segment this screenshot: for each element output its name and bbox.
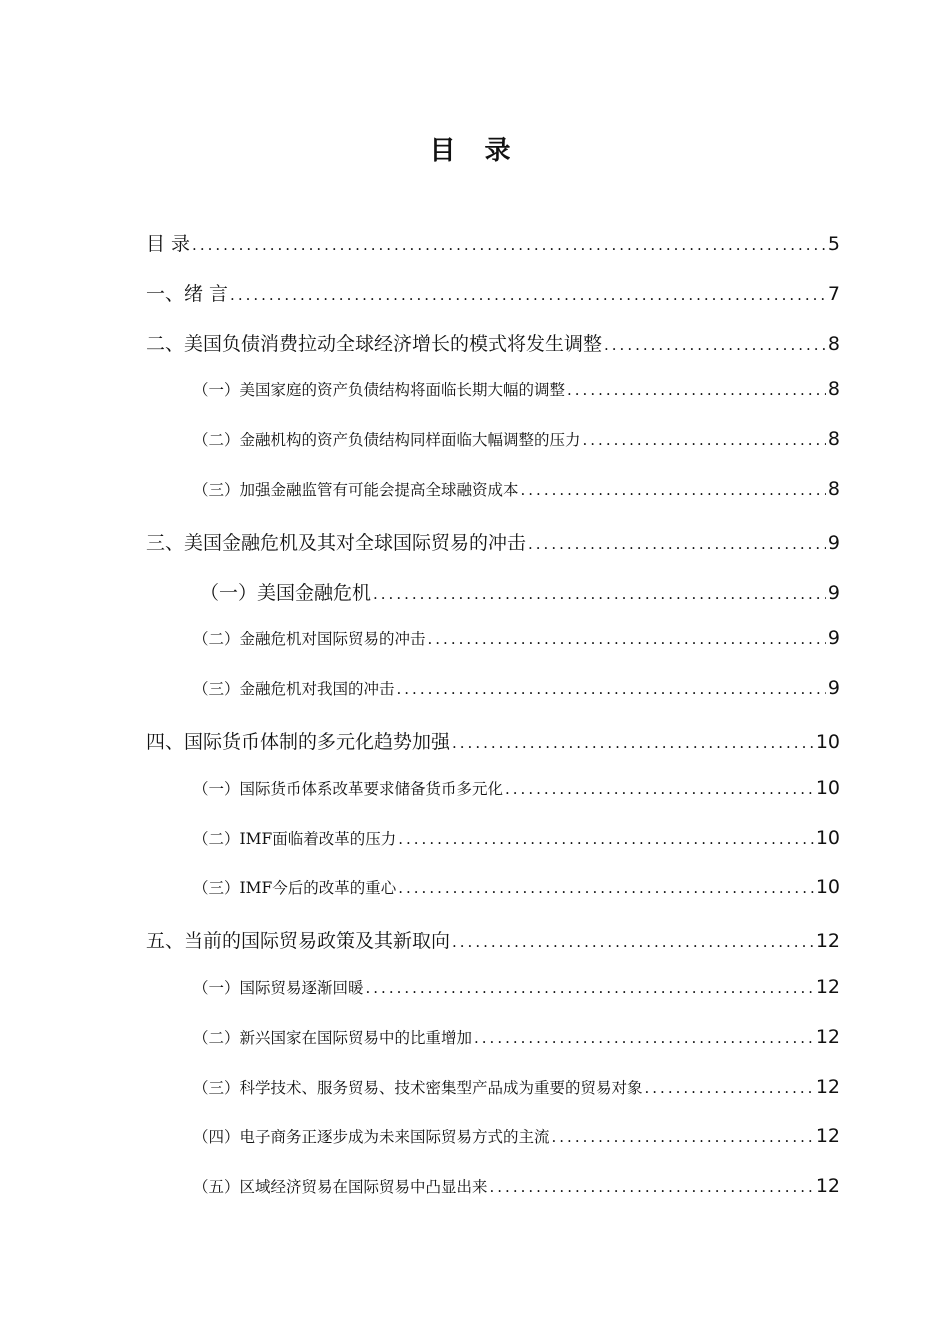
toc-entry-label: （五）区域经济贸易在国际贸易中凸显出来 <box>193 1178 488 1197</box>
toc-dot-leader <box>373 585 826 603</box>
toc-entry[interactable] <box>193 478 840 500</box>
toc-entry-label: 二、美国负债消费拉动全球经济增长的模式将发生调整 <box>146 332 603 355</box>
page-title: 目 录 <box>429 136 521 166</box>
toc-dot-leader <box>452 734 814 752</box>
toc-entry-page-number: 8 <box>827 378 840 401</box>
toc-entry[interactable] <box>146 229 840 256</box>
toc-dot-leader <box>521 481 826 499</box>
toc-entry[interactable] <box>193 677 840 699</box>
toc-entry-page-number: 9 <box>827 531 840 554</box>
toc-entry-page-number: 12 <box>815 930 840 953</box>
toc-dot-leader <box>230 286 826 304</box>
toc-entry[interactable] <box>146 279 840 306</box>
toc-dot-leader <box>567 381 826 399</box>
toc-entry-page-number: 12 <box>815 1075 840 1098</box>
toc-entry-label: （四）电子商务正逐步成为未来国际贸易方式的主流 <box>193 1128 550 1147</box>
toc-entry[interactable] <box>193 976 840 998</box>
toc-dot-leader <box>398 879 814 897</box>
toc-dot-leader <box>428 630 826 648</box>
toc-entry[interactable] <box>146 528 840 555</box>
toc-entry-page-number: 10 <box>815 876 840 899</box>
toc-dot-leader <box>397 680 826 698</box>
toc-entry-page-number: 8 <box>827 478 840 500</box>
toc-entry-page-number: 7 <box>827 282 840 305</box>
toc-entry-label: （二）新兴国家在国际贸易中的比重增加 <box>193 1028 473 1047</box>
toc-entry-label: （一）国际货币体系改革要求储备货币多元化 <box>193 779 504 798</box>
toc-entry[interactable] <box>193 1175 840 1197</box>
toc-entry-page-number: 9 <box>827 677 840 700</box>
toc-entry-page-number: 8 <box>827 332 840 355</box>
toc-entry-label: （三）IMF今后的改革的重心 <box>193 879 397 898</box>
toc-dot-leader <box>528 535 826 553</box>
toc-dot-leader <box>192 236 826 254</box>
toc-entry[interactable] <box>193 1026 840 1048</box>
toc-entry-label: 四、国际货币体制的多元化趋势加强 <box>146 731 451 753</box>
toc-dot-leader <box>552 1128 814 1146</box>
toc-entry[interactable] <box>193 378 840 400</box>
toc-entry-page-number: 12 <box>815 976 840 998</box>
toc-entry-page-number: 12 <box>815 1175 840 1198</box>
toc-dot-leader <box>366 979 814 997</box>
toc-entry[interactable] <box>146 329 840 356</box>
toc-entry-label: （二）IMF面临着改革的压力 <box>193 829 397 848</box>
toc-entry-page-number: 10 <box>815 731 840 753</box>
toc-dot-leader <box>604 336 826 354</box>
toc-entry-page-number: 12 <box>815 1025 840 1048</box>
toc-entry-label: 三、美国金融危机及其对全球国际贸易的冲击 <box>146 531 527 554</box>
toc-entry-label: 目 录 <box>146 233 191 255</box>
toc-entry-label: 一、绪 言 <box>146 282 229 305</box>
toc-entry[interactable] <box>193 876 840 898</box>
toc-entry[interactable] <box>193 627 840 649</box>
toc-entry[interactable] <box>193 428 840 450</box>
toc-entry-label: （三）加强金融监管有可能会提高全球融资成本 <box>193 481 519 499</box>
toc-dot-leader <box>398 830 814 848</box>
toc-entry-page-number: 8 <box>827 428 840 451</box>
toc-entry[interactable] <box>193 827 840 849</box>
toc-entry[interactable] <box>146 727 840 754</box>
toc-entry-page-number: 10 <box>815 776 840 799</box>
toc-entry-label: （一）美国金融危机 <box>200 581 372 604</box>
toc-entry-page-number: 9 <box>827 627 840 650</box>
toc-entry-page-number: 10 <box>815 826 840 849</box>
toc-dot-leader <box>490 1178 814 1196</box>
toc-dot-leader <box>474 1029 814 1047</box>
toc-entry[interactable] <box>146 926 840 953</box>
toc-dot-leader <box>583 431 826 449</box>
toc-entry[interactable] <box>200 578 840 605</box>
toc-entry[interactable] <box>193 1076 840 1098</box>
toc-dot-leader <box>452 933 814 951</box>
toc-entry-page-number: 5 <box>827 233 840 255</box>
toc-entry-label: （一）美国家庭的资产负债结构将面临长期大幅的调整 <box>193 381 566 400</box>
toc-entry-label: （二）金融危机对国际贸易的冲击 <box>193 630 426 649</box>
toc-dot-leader <box>505 780 814 798</box>
toc-entry[interactable] <box>193 777 840 799</box>
toc-entry[interactable] <box>193 1125 840 1147</box>
toc-entry-label: （一）国际贸易逐渐回暖 <box>193 979 364 997</box>
toc-dot-leader <box>645 1079 814 1097</box>
toc-entry-label: 五、当前的国际贸易政策及其新取向 <box>146 930 451 953</box>
toc-entry-label: （三）科学技术、服务贸易、技术密集型产品成为重要的贸易对象 <box>193 1078 643 1097</box>
toc-entry-page-number: 9 <box>827 581 840 604</box>
toc-entry-page-number: 12 <box>815 1125 840 1148</box>
toc-entry-label: （二）金融机构的资产负债结构同样面临大幅调整的压力 <box>193 431 581 450</box>
toc-entry-label: （三）金融危机对我国的冲击 <box>193 680 395 699</box>
